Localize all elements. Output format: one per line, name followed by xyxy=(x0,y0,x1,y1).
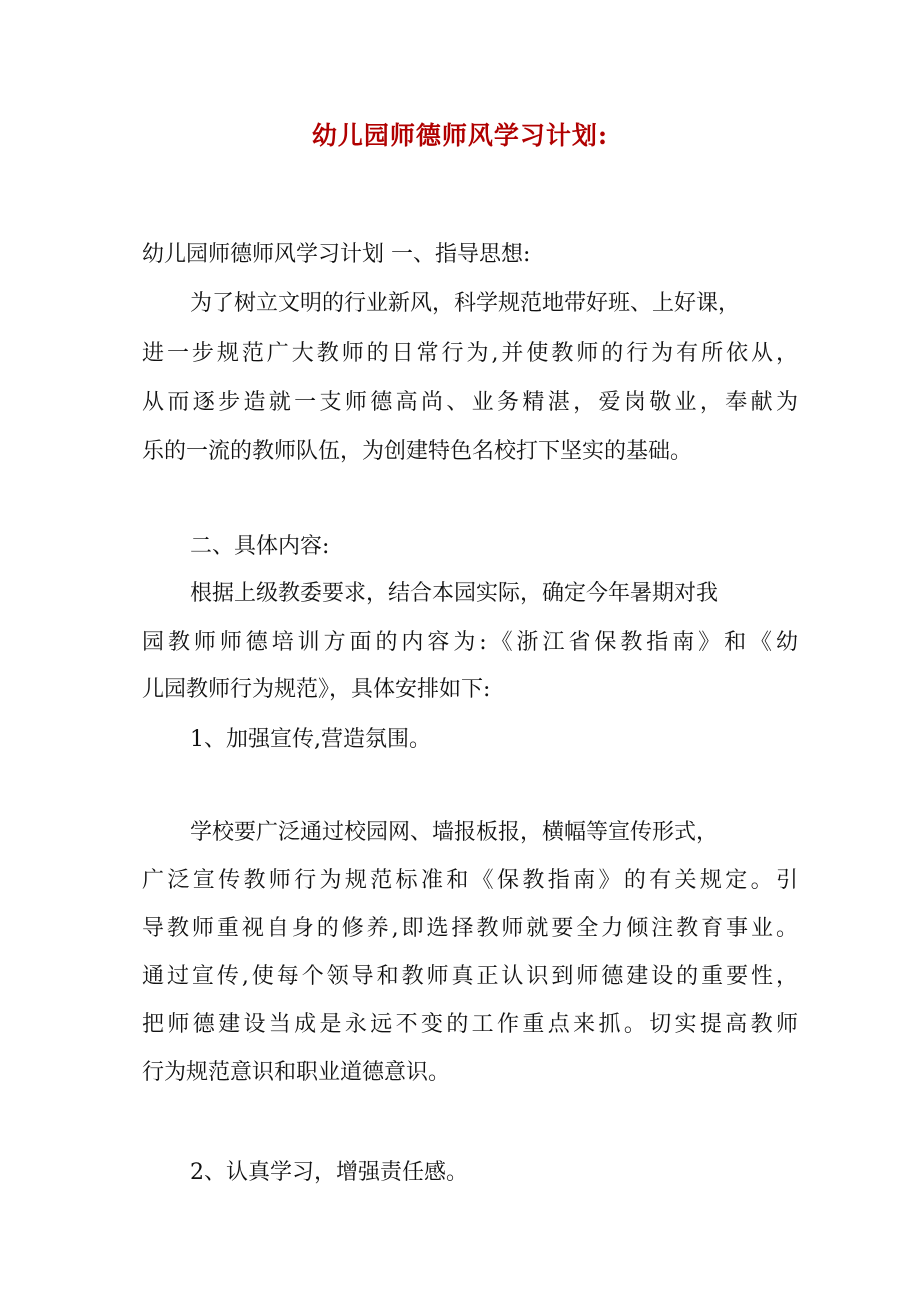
paragraph-line: 儿园教师行为规范》，具体安排如下: xyxy=(142,677,491,702)
paragraph-line: 园教师师德培训方面的内容为:《浙江省保教指南》和《幼 xyxy=(142,630,798,655)
paragraph-line: 把师德建设当成是永远不变的工作重点来抓。切实提高教师 xyxy=(142,1012,798,1037)
paragraph-line: 根据上级教委要求，结合本园实际，确定今年暑期对我 xyxy=(190,581,719,606)
paragraph-line: 学校要广泛通过校园网、墙报板报，横幅等宣传形式， xyxy=(190,820,719,845)
paragraph-line: 乐的一流的教师队伍，为创建特色名校打下坚实的基础。 xyxy=(142,439,693,464)
document-title: 幼儿园师德师风学习计划: xyxy=(311,121,609,150)
subsection-heading: 1、加强宣传,营造氛围。 xyxy=(190,727,431,752)
subsection-heading: 2、认真学习，增强责任感。 xyxy=(190,1160,468,1185)
section-heading: 二、具体内容: xyxy=(190,534,330,559)
paragraph-line: 行为规范意识和职业道德意识。 xyxy=(142,1060,451,1085)
paragraph-line: 广泛宣传教师行为规范标准和《保教指南》的有关规定。引 xyxy=(142,868,798,893)
paragraph-line: 为了树立文明的行业新风，科学规范地带好班、上好课， xyxy=(190,291,741,316)
intro-heading: 幼儿园师德师风学习计划 一、指导思想: xyxy=(142,242,531,267)
paragraph-line: 导教师重视自身的修养,即选择教师就要全力倾注教育事业。 xyxy=(142,916,798,941)
paragraph-line: 通过宣传,使每个领导和教师真正认识到师德建设的重要性， xyxy=(142,964,798,989)
paragraph-line: 进一步规范广大教师的日常行为,并使教师的行为有所依从， xyxy=(142,341,798,366)
paragraph-line: 从而逐步造就一支师德高尚、业务精湛，爱岗敬业，奉献为 xyxy=(142,390,798,415)
